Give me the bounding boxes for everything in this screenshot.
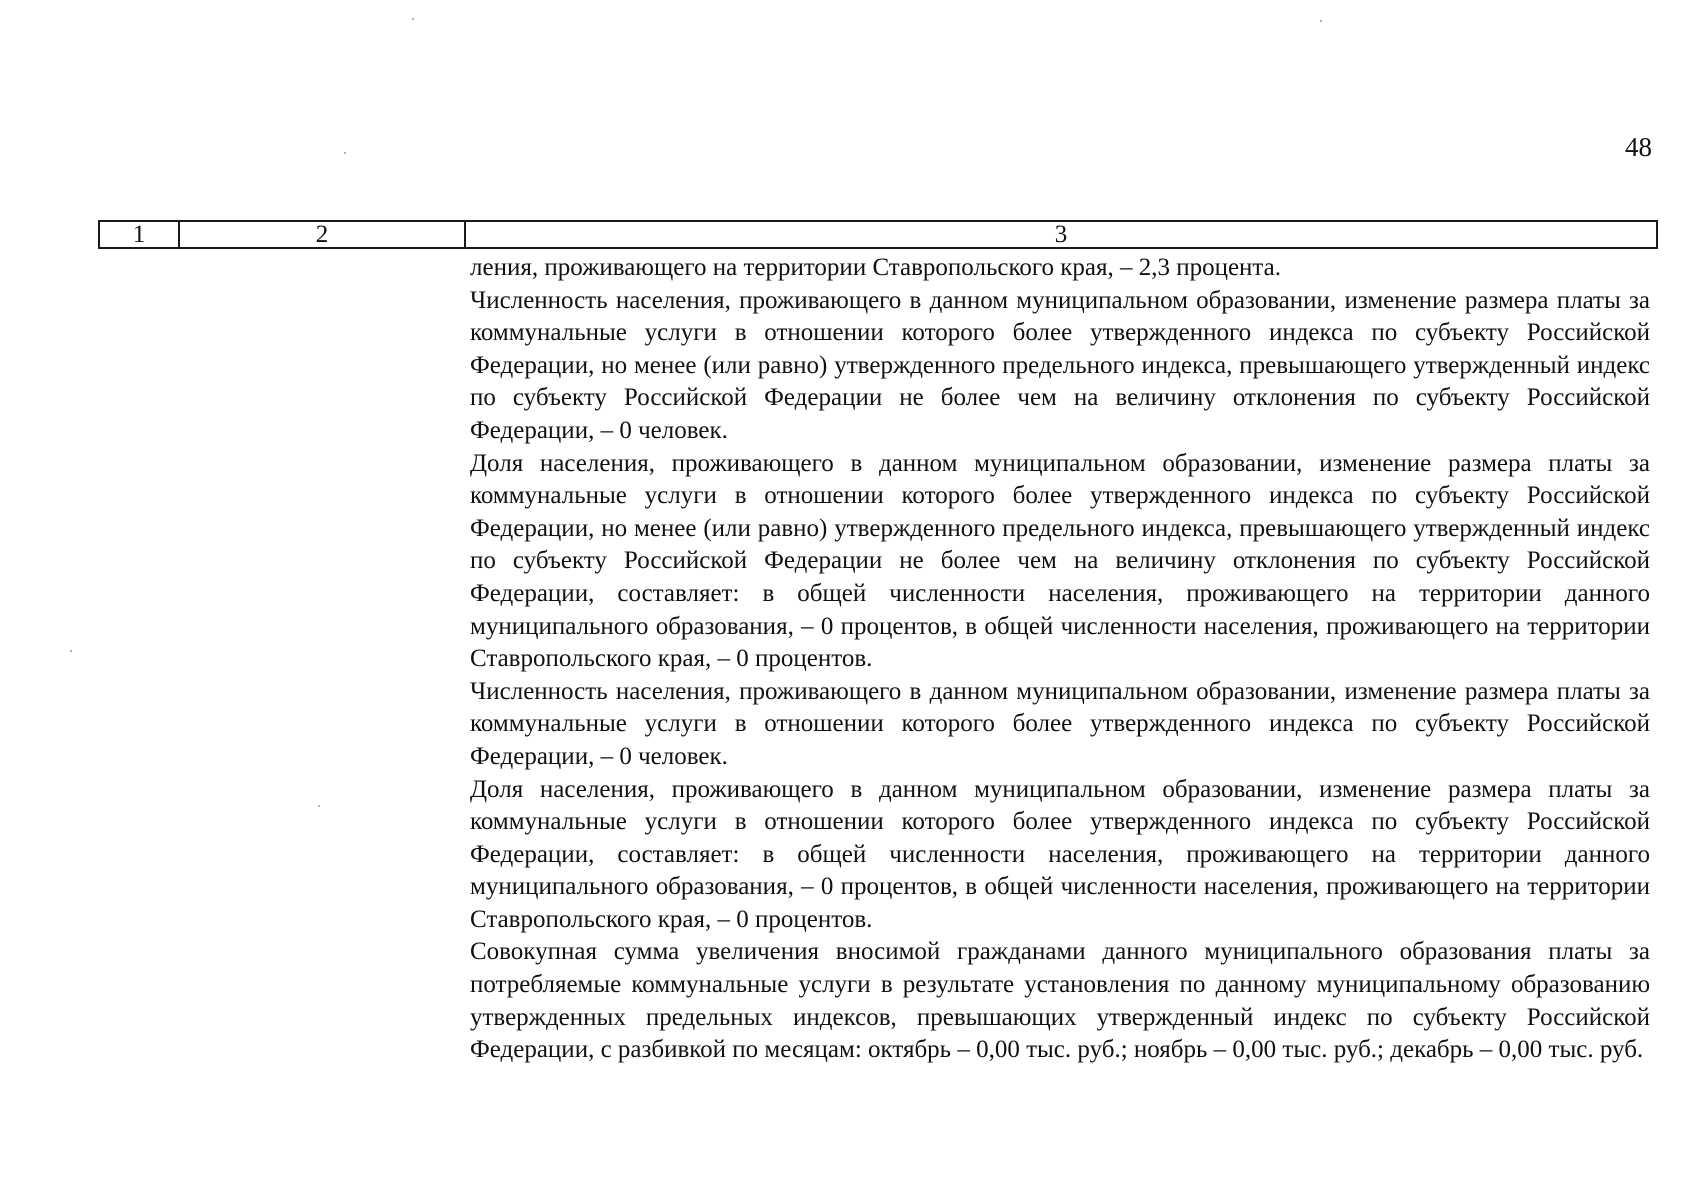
scan-speck <box>344 152 346 154</box>
paragraph-population-count: Численность населения, проживающего в данном муниципальном образовании, изменение размера платы за коммунальные услуги в отношении которого более утвержденного индекса по субъекту Российской Федерации, – 0 человек. <box>470 677 1650 770</box>
paragraph-population-share: Доля населения, проживающего в данном муниципальном образовании, изменение размера платы за коммунальные услуги в отношении которого более утвержденного индекса по субъекту Российской Федерации, составляет: в общей численности населения, проживающего на территории данного муниципального образования, – 0 процентов, в общей численности населения, проживающего на территории Ставропольского края, – 0 процентов. <box>470 775 1650 933</box>
scan-speck <box>70 650 72 652</box>
column-number-2: 2 <box>179 221 465 248</box>
column-number-header <box>98 220 1658 249</box>
paragraph-total-increase: Совокупная сумма увеличения вносимой гражданами данного муниципального образования платы за потребляемые коммунальные услуги в результате установления по данному муниципальному образованию утвержденных предельных индексов, превышающих утвержденный индекс по субъекту Российской Федерации, с разбивкой по месяцам: октябрь – 0,00 тыс. руб.; ноябрь – 0,00 тыс. руб.; декабрь – 0,00 тыс. руб. <box>470 938 1650 1064</box>
scan-speck <box>412 18 414 20</box>
paragraph-continuation: ления, проживающего на территории Ставропольского края, – 2,3 процента. <box>470 254 1281 281</box>
column-number-3: 3 <box>465 221 1657 248</box>
paragraph-population-count-over-index: Численность населения, проживающего в данном муниципальном образовании, изменение размера платы за коммунальные услуги в отношении которого более утвержденного индекса по субъекту Российской Федерации, но менее (или равно) утвержденного предельного индекса, превышающего утвержденный индекс по субъекту Российской Федерации не более чем на величину отклонения по субъекту Российской Федерации, – 0 человек. <box>470 286 1650 444</box>
column-number-1: 1 <box>99 221 179 248</box>
scan-speck <box>318 805 320 807</box>
paragraph-population-share-over-index: Доля населения, проживающего в данном муниципальном образовании, изменение размера платы за коммунальные услуги в отношении которого более утвержденного индекса по субъекту Российской Федерации, но менее (или равно) утвержденного предельного индекса, превышающего утвержденный индекс по субъекту Российской Федерации не более чем на величину отклонения по субъекту Российской Федерации, составляет: в общей численности населения, проживающего на территории данного муниципального образования, – 0 процентов, в общей численности населения, проживающего на территории Ставропольского края, – 0 процентов. <box>470 449 1650 673</box>
scan-speck <box>1320 20 1322 22</box>
page-number: 48 <box>1625 132 1652 162</box>
document-body <box>470 252 1650 1067</box>
